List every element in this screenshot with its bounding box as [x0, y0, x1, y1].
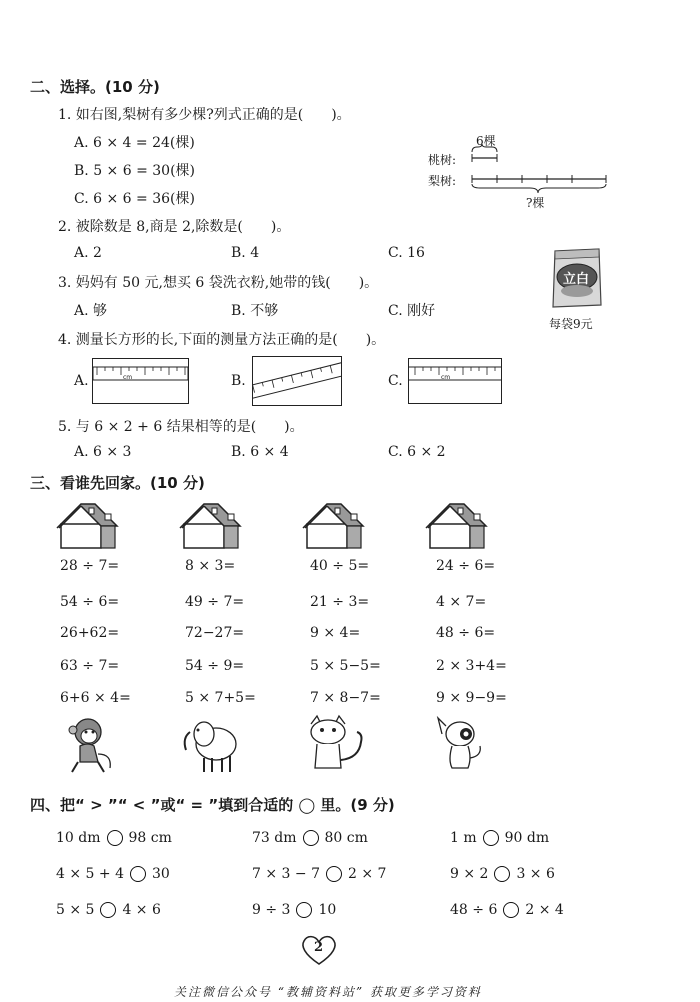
section-4-title: 四、把“ > ”“ < ”或“ = ”填到合适的 ◯ 里。(9 分): [30, 796, 395, 814]
q2-option-c[interactable]: C. 16: [388, 245, 425, 261]
q4-option-a[interactable]: A.: [74, 373, 89, 389]
q5-option-b[interactable]: B. 6 × 4: [231, 444, 289, 460]
equation-item[interactable]: 5 × 5−5=: [310, 658, 381, 674]
equation-item[interactable]: 63 ÷ 7=: [60, 658, 120, 674]
ruler-a-unit: cm: [123, 374, 133, 381]
dog-icon: [436, 714, 496, 776]
answer-circle[interactable]: [107, 830, 123, 846]
compare-left: 9 ÷ 3: [252, 902, 291, 918]
compare-item: [450, 902, 564, 918]
equation-item[interactable]: 24 ÷ 6=: [436, 558, 496, 574]
compare-right: 98 cm: [128, 830, 172, 846]
ruler-c-unit: cm: [441, 374, 451, 381]
compare-right: 90 dm: [504, 830, 550, 846]
equation-item[interactable]: 2 × 3+4=: [436, 658, 507, 674]
ruler-figure-a: [92, 358, 189, 404]
ruler-figure-b: [252, 356, 342, 406]
equation-item[interactable]: 54 ÷ 9=: [185, 658, 245, 674]
equation-item[interactable]: 48 ÷ 6=: [436, 625, 496, 641]
compare-left: 4 × 5 + 4: [56, 866, 124, 882]
price-label: 每袋9元: [549, 317, 593, 331]
brand-logo-text: 立白: [563, 272, 590, 287]
answer-circle[interactable]: [483, 830, 499, 846]
equation-item[interactable]: 40 ÷ 5=: [310, 558, 370, 574]
answer-circle[interactable]: [100, 902, 116, 918]
section-2-title: 二、选择。(10 分): [30, 78, 160, 96]
peach-label: 桃树:: [428, 153, 457, 167]
answer-circle[interactable]: [503, 902, 519, 918]
compare-right: 4 × 6: [122, 902, 161, 918]
compare-item: [56, 902, 161, 918]
compare-left: 7 × 3 − 7: [252, 866, 320, 882]
q1-stem: 1. 如右图,梨树有多少棵?列式正确的是( )。: [58, 107, 351, 123]
ruler-figure-c: [408, 358, 502, 404]
compare-left: 48 ÷ 6: [450, 902, 498, 918]
compare-item: [56, 866, 170, 882]
compare-left: 73 dm: [252, 830, 297, 846]
compare-right: 2 × 7: [347, 866, 387, 882]
q2-option-a[interactable]: A. 2: [74, 245, 102, 261]
compare-left: 9 × 2: [450, 866, 489, 882]
compare-left: 1 m: [450, 830, 477, 846]
answer-circle[interactable]: [494, 866, 510, 882]
equation-item[interactable]: 6+6 × 4=: [60, 690, 131, 706]
monkey-icon: [62, 714, 122, 776]
compare-right: 2 × 4: [525, 902, 564, 918]
compare-item: [450, 866, 555, 882]
equation-item[interactable]: 9 × 4=: [310, 625, 361, 641]
q2-option-b[interactable]: B. 4: [231, 245, 260, 261]
q2-stem: 2. 被除数是 8,商是 2,除数是( )。: [58, 219, 291, 235]
equation-item[interactable]: 4 × 7=: [436, 594, 487, 610]
q3-stem: 3. 妈妈有 50 元,想买 6 袋洗衣粉,她带的钱( )。: [58, 275, 379, 291]
q4-option-c[interactable]: C.: [388, 373, 403, 389]
q1-option-c[interactable]: C. 6 × 6 = 36(棵): [74, 191, 195, 207]
equation-item[interactable]: 5 × 7+5=: [185, 690, 256, 706]
cat-icon: [303, 714, 369, 776]
compare-item: [252, 902, 336, 918]
compare-item: [56, 830, 172, 846]
compare-right: 80 cm: [324, 830, 368, 846]
equation-item[interactable]: 21 ÷ 3=: [310, 594, 370, 610]
answer-circle[interactable]: [296, 902, 312, 918]
ruler-a-svg: [93, 359, 188, 403]
compare-item: [252, 866, 386, 882]
house-icon: [55, 500, 119, 550]
compare-item: [252, 830, 368, 846]
equation-item[interactable]: 26+62=: [60, 625, 120, 641]
ruler-b-svg: [253, 357, 341, 405]
pear-label: 梨树:: [428, 174, 457, 188]
compare-left: 10 dm: [56, 830, 101, 846]
q4-option-b[interactable]: B.: [231, 373, 246, 389]
compare-right: 30: [151, 866, 170, 882]
equation-item[interactable]: 8 × 3=: [185, 558, 236, 574]
q3-option-a[interactable]: A. 够: [74, 303, 108, 319]
equation-item[interactable]: 28 ÷ 7=: [60, 558, 120, 574]
footer-watermark: 关注微信公众号 “教辅资料站” 获取更多学习资料: [174, 985, 482, 999]
house-icon: [301, 500, 365, 550]
equation-item[interactable]: 7 × 8−7=: [310, 690, 381, 706]
answer-circle[interactable]: [130, 866, 146, 882]
q5-stem: 5. 与 6 × 2 + 6 结果相等的是( )。: [58, 419, 304, 435]
equation-item[interactable]: 72−27=: [185, 625, 245, 641]
page-number: 2: [314, 940, 324, 955]
q4-stem: 4. 测量长方形的长,下面的测量方法正确的是( )。: [58, 332, 386, 348]
q3-option-c[interactable]: C. 刚好: [388, 303, 436, 319]
q5-option-c[interactable]: C. 6 × 2: [388, 444, 446, 460]
q3-option-b[interactable]: B. 不够: [231, 303, 279, 319]
section-3-title: 三、看谁先回家。(10 分): [30, 474, 205, 492]
compare-left: 5 × 5: [56, 902, 95, 918]
equation-item[interactable]: 49 ÷ 7=: [185, 594, 245, 610]
ruler-c-svg: [409, 359, 501, 403]
house-icon: [178, 500, 242, 550]
answer-circle[interactable]: [326, 866, 342, 882]
house-icon: [424, 500, 488, 550]
equation-item[interactable]: 9 × 9−9=: [436, 690, 507, 706]
answer-circle[interactable]: [303, 830, 319, 846]
compare-item: [450, 830, 549, 846]
diagram-bottom-label: ?棵: [526, 196, 545, 210]
diagram-top-label: 6棵: [476, 134, 496, 148]
equation-item[interactable]: 54 ÷ 6=: [60, 594, 120, 610]
elephant-icon: [178, 716, 244, 776]
compare-right: 10: [318, 902, 337, 918]
q1-option-b[interactable]: B. 5 × 6 = 30(棵): [74, 163, 196, 179]
q5-option-a[interactable]: A. 6 × 3: [74, 444, 132, 460]
tree-diagram-lines: [466, 144, 612, 194]
q1-option-a[interactable]: A. 6 × 4 = 24(棵): [74, 135, 195, 151]
compare-right: 3 × 6: [516, 866, 555, 882]
